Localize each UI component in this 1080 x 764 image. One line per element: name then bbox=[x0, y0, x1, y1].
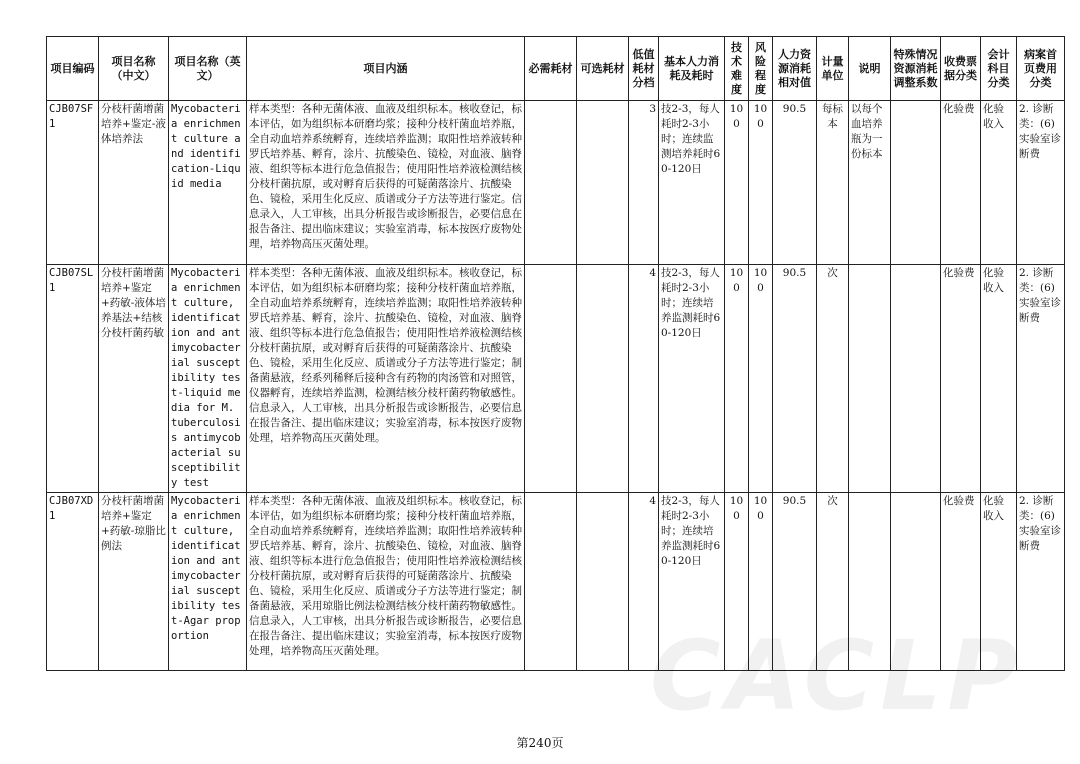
cell-tech: 100 bbox=[725, 265, 749, 493]
cell-tech: 100 bbox=[725, 101, 749, 265]
cell-resource: 90.5 bbox=[773, 265, 817, 493]
cell-medical: 2. 诊断类：(6)实验室诊断费 bbox=[1017, 101, 1065, 265]
table-row bbox=[47, 265, 1065, 493]
header-row bbox=[47, 37, 1065, 101]
header-note: 说明 bbox=[849, 37, 891, 101]
cell-low-value: 3 bbox=[629, 101, 659, 265]
header-tech: 技术难度 bbox=[725, 37, 749, 101]
cell-name-en: Mycobacteria enrichment culture, identification and antimycobacterial susceptibility test-Agar proportion bbox=[169, 493, 247, 671]
cell-fee: 化验费 bbox=[941, 265, 981, 493]
cell-resource: 90.5 bbox=[773, 493, 817, 671]
header-special: 特殊情况资源消耗调整系数 bbox=[891, 37, 941, 101]
cell-name-cn: 分枝杆菌增菌培养+鉴定+药敏-琼脂比例法 bbox=[99, 493, 169, 671]
header-name-cn: 项目名称（中文） bbox=[99, 37, 169, 101]
header-content: 项目内涵 bbox=[247, 37, 525, 101]
cell-code: CJB07XD1 bbox=[47, 493, 99, 671]
table-row bbox=[47, 101, 1065, 265]
cell-content: 样本类型：各种无菌体液、血液及组织标本。核收登记，标本评估，如为组织标本研磨均浆；接种分枝杆菌血培养瓶，全自动血培养系统孵育，连续培养监测；取阳性培养液转种罗氏培养基、孵育，涂片、抗酸染色、镜检，对血液、脑脊液、组织等标本进行危急值报告；使用阳性培养液检测结核分枝杆菌抗原，或对孵育后获得的可疑菌落涂片、抗酸染色、镜检，采用生化反应、质谱或分子方法等进行鉴定；制备菌悬液，采用琼脂比例法检测结核分枝杆菌药物敏感性。信息录入，人工审核，出具分析报告或诊断报告，必要信息在报告备注、提出临床建议；实验室消毒，标本按医疗废物处理，培养物高压灭菌处理。 bbox=[247, 493, 525, 671]
page-number: 第240页 bbox=[516, 736, 564, 750]
cell-code: CJB07SL1 bbox=[47, 265, 99, 493]
fee-table bbox=[46, 36, 1065, 671]
cell-optional bbox=[577, 493, 629, 671]
cell-name-en: Mycobacteria enrichment culture, identification and antimycobacterial susceptibility test-liquid media for M. tuberculosis antimycobacterial susceptibility test bbox=[169, 265, 247, 493]
header-name-en: 项目名称（英文） bbox=[169, 37, 247, 101]
cell-medical: 2. 诊断类：(6)实验室诊断费 bbox=[1017, 493, 1065, 671]
cell-risk: 100 bbox=[749, 101, 773, 265]
cell-low-value: 4 bbox=[629, 493, 659, 671]
header-required: 必需耗材 bbox=[525, 37, 577, 101]
cell-risk: 100 bbox=[749, 493, 773, 671]
cell-name-en: Mycobacteria enrichment culture and identification-Liquid media bbox=[169, 101, 247, 265]
cell-account: 化验收入 bbox=[981, 265, 1017, 493]
header-risk: 风险程度 bbox=[749, 37, 773, 101]
header-account: 会计科目分类 bbox=[981, 37, 1017, 101]
cell-medical: 2. 诊断类：(6)实验室诊断费 bbox=[1017, 265, 1065, 493]
header-low-value: 低值耗材分档 bbox=[629, 37, 659, 101]
cell-special bbox=[891, 101, 941, 265]
cell-unit: 次 bbox=[817, 493, 849, 671]
cell-note bbox=[849, 265, 891, 493]
cell-required bbox=[525, 265, 577, 493]
cell-fee: 化验费 bbox=[941, 101, 981, 265]
cell-account: 化验收入 bbox=[981, 101, 1017, 265]
cell-name-cn: 分枝杆菌增菌培养+鉴定-液体培养法 bbox=[99, 101, 169, 265]
cell-fee: 化验费 bbox=[941, 493, 981, 671]
watermark: CACLP bbox=[650, 620, 1024, 732]
cell-note: 以每个血培养瓶为一份标本 bbox=[849, 101, 891, 265]
header-resource: 人力资源消耗相对值 bbox=[773, 37, 817, 101]
cell-unit: 每标本 bbox=[817, 101, 849, 265]
header-fee: 收费票据分类 bbox=[941, 37, 981, 101]
cell-required bbox=[525, 493, 577, 671]
cell-labor: 技2-3，每人耗时2-3小时；连续培养监测耗时60-120日 bbox=[659, 493, 725, 671]
header-optional: 可选耗材 bbox=[577, 37, 629, 101]
cell-content: 样本类型：各种无菌体液、血液及组织标本。核收登记，标本评估，如为组织标本研磨均浆；接种分枝杆菌血培养瓶，全自动血培养系统孵育，连续培养监测；取阳性培养液转种罗氏培养基、孵育，涂片、抗酸染色、镜检，对血液、脑脊液、组织等标本进行危急值报告；使用阳性培养液检测结核分枝杆菌抗原，或对孵育后获得的可疑菌落涂片、抗酸染色、镜检，采用生化反应、质谱或分子方法等进行鉴定。信息录入，人工审核，出具分析报告或诊断报告，必要信息在报告备注、提出临床建议；实验室消毒，标本按医疗废物处理，培养物高压灭菌处理。 bbox=[247, 101, 525, 265]
cell-risk: 100 bbox=[749, 265, 773, 493]
cell-unit: 次 bbox=[817, 265, 849, 493]
cell-code: CJB07SF1 bbox=[47, 101, 99, 265]
cell-optional bbox=[577, 101, 629, 265]
header-code: 项目编码 bbox=[47, 37, 99, 101]
cell-resource: 90.5 bbox=[773, 101, 817, 265]
cell-account: 化验收入 bbox=[981, 493, 1017, 671]
cell-special bbox=[891, 265, 941, 493]
cell-required bbox=[525, 101, 577, 265]
cell-name-cn: 分枝杆菌增菌培养+鉴定+药敏-液体培养基法+结核分枝杆菌药敏 bbox=[99, 265, 169, 493]
header-labor: 基本人力消耗及耗时 bbox=[659, 37, 725, 101]
header-unit: 计量单位 bbox=[817, 37, 849, 101]
cell-content: 样本类型：各种无菌体液、血液及组织标本。核收登记，标本评估，如为组织标本研磨均浆；接种分枝杆菌血培养瓶，全自动血培养系统孵育，连续培养监测；取阳性培养液转种罗氏培养基、孵育，涂片、抗酸染色、镜检，对血液、脑脊液、组织等标本进行危急值报告；使用阳性培养液检测结核分枝杆菌抗原，或对孵育后获得的可疑菌落涂片、抗酸染色、镜检，采用生化反应、质谱或分子方法等进行鉴定；制备菌悬液，经系列稀释后接种含有药物的肉汤管和对照管，仪器孵育，连续培养监测，检测结核分枝杆菌药物敏感性。信息录入，人工审核，出具分析报告或诊断报告，必要信息在报告备注、提出临床建议；实验室消毒，标本按医疗废物处理，培养物高压灭菌处理。 bbox=[247, 265, 525, 493]
cell-labor: 技2-3，每人耗时2-3小时；连续培养监测耗时60-120日 bbox=[659, 265, 725, 493]
cell-low-value: 4 bbox=[629, 265, 659, 493]
cell-labor: 技2-3，每人耗时2-3小时；连续监测培养耗时60-120日 bbox=[659, 101, 725, 265]
cell-optional bbox=[577, 265, 629, 493]
header-medical: 病案首页费用分类 bbox=[1017, 37, 1065, 101]
cell-tech: 100 bbox=[725, 493, 749, 671]
